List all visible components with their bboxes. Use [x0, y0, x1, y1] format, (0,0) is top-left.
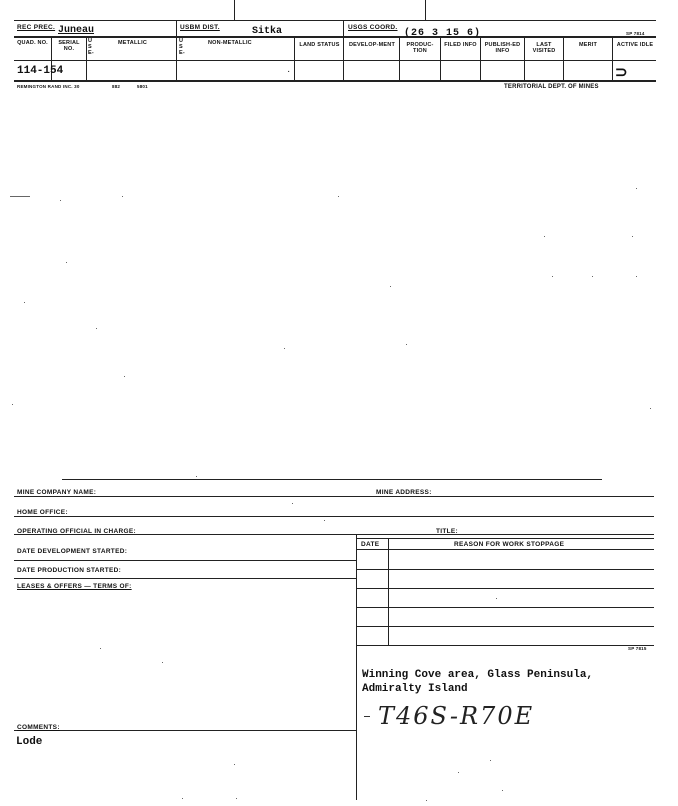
mine-address-label: MINE ADDRESS: — [376, 489, 432, 496]
col-production: PRODUC-TION — [406, 42, 434, 54]
col-serial-no: SERIAL NO. — [58, 40, 80, 52]
date-column-label: DATE — [361, 541, 380, 548]
col-development: DEVELOP-MENT — [348, 42, 396, 48]
printer-code1: 882 — [112, 84, 121, 89]
leases-offers-label: LEASES & OFFERS — TERMS OF: — [17, 583, 132, 590]
date-prod-started-label: DATE PRODUCTION STARTED: — [17, 567, 122, 574]
printer-label: REMINGTON RAND INC. 30 — [17, 84, 80, 89]
reason-column-label: REASON FOR WORK STOPPAGE — [454, 541, 565, 548]
department-label: TERRITORIAL DEPT. OF MINES — [504, 84, 599, 90]
rec-prec-value: Juneau — [58, 25, 95, 36]
usgs-coord-value: (26 3 15 6) — [404, 28, 482, 39]
rec-prec-label: REC PREC. — [17, 24, 56, 31]
record-bottom — [14, 80, 656, 82]
back-form-number: SP 7815 — [628, 646, 647, 651]
col-last-visited: LAST VISITED — [532, 42, 556, 54]
back-center-divider — [356, 534, 357, 800]
comments-label: COMMENTS: — [17, 724, 60, 731]
col-filed-info: FILED INFO — [444, 42, 477, 48]
usgs-coord-label: USGS COORD. — [348, 24, 398, 31]
col-active-idle: ACTIVE IDLE — [616, 42, 654, 48]
printer-code2: 5801 — [137, 84, 148, 89]
col-non-metallic: NON-METALLIC — [208, 40, 252, 46]
location-line1: Winning Cove area, Glass Peninsula, — [362, 669, 594, 681]
mine-company-name-label: MINE COMPANY NAME: — [17, 489, 97, 496]
comments-value: Lode — [16, 736, 43, 748]
handwritten-township-range: T46S-R70E — [378, 702, 535, 730]
col-quad-no: QUAD. NO. — [17, 40, 48, 46]
active-idle-mark: ⊃ — [615, 64, 628, 81]
quad-serial-value: 114-154 — [17, 65, 64, 77]
col-metallic: METALLIC — [118, 40, 147, 46]
top-border — [14, 20, 656, 21]
col-use-nonmetallic: U S E- — [179, 38, 185, 56]
header-divider — [14, 36, 656, 38]
usbm-dist-label: USBM DIST. — [180, 24, 220, 31]
operating-official-label: OPERATING OFFICIAL IN CHARGE: — [17, 528, 136, 535]
col-merit: MERIT — [578, 42, 598, 48]
location-line2: Admiralty Island — [362, 683, 468, 695]
col-land-status: LAND STATUS — [299, 42, 340, 48]
home-office-label: HOME OFFICE: — [17, 509, 68, 516]
title-label: TITLE: — [436, 528, 459, 535]
col-use-metallic: U S E- — [88, 38, 94, 56]
col-published-info: PUBLISH-ED INFO — [484, 42, 521, 54]
columns-divider — [14, 60, 656, 61]
usbm-dist-value: Sitka — [252, 26, 283, 37]
form-number: SP 7814 — [626, 31, 645, 36]
date-dev-started-label: DATE DEVELOPMENT STARTED: — [17, 548, 128, 555]
mine-company-underline — [14, 496, 654, 497]
